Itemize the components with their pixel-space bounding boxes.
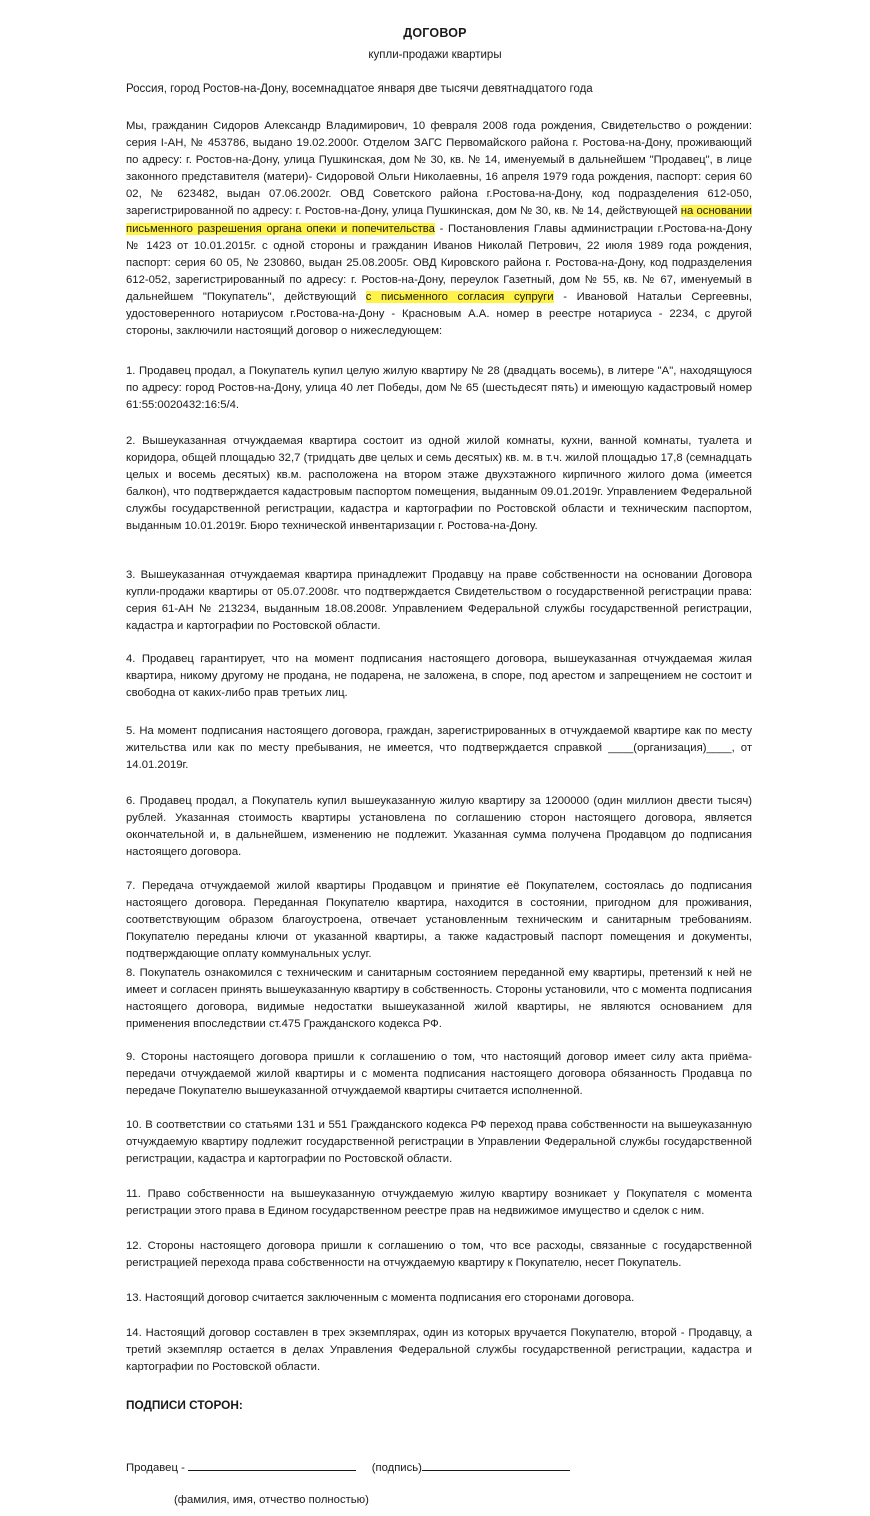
- document-title: ДОГОВОР: [403, 26, 467, 40]
- highlighted-guardianship-permission: на основании письменного разрешения органа опеки и попечительства: [126, 205, 752, 235]
- clause-8: 8. Покупатель ознакомился с техническим и санитарным состоянием переданной ему квартиры, претензий к ней не имеет и согласен принять вышеуказанную квартиру в собственность. Стороны установили, что с момента подписания настоящего договора, видимые недостатки вышеуказанной жилой квартиры, не являются основанием для применения впоследствии ст.475 Гражданского кодекса РФ.: [126, 967, 752, 1031]
- place-and-date: Россия, город Ростов-на-Дону, восемнадцатое января две тысячи девятнадцатого года: [126, 83, 593, 95]
- clause-7: 7. Передача отчуждаемой жилой квартиры Продавцом и принятие её Покупателем, состоялась до подписания настоящего договора. Переданная Покупателю квартира, находится в состоянии, пригодном для проживания, соответствующим образом благоустроена, отвечает установленным техническим и санитарным требованиям. Покупателю переданы ключи от указанной квартиры, а также кадастровый паспорт помещения и документы, подтверждающие оплату коммунальных услуг.: [126, 880, 752, 961]
- clause-4: 4. Продавец гарантирует, что на момент подписания настоящего договора, вышеуказанная отчуждаемая жилая квартира, никому другому не продана, не подарена, не заложена, в споре, под арестом и запрещением не состоит и свободна от каких-либо прав третьих лиц.: [126, 653, 752, 700]
- seller-name-blank[interactable]: [188, 1459, 356, 1471]
- seller-label: Продавец -: [126, 1462, 185, 1474]
- clause-14: 14. Настоящий договор составлен в трех экземплярах, один из которых вручается Покупателю, второй - Продавцу, а третий экземпляр остается в делах Управления Федеральной службы государственной регистрации, кадастра и картографии по Ростовской области.: [126, 1327, 752, 1374]
- seller-signature-blank[interactable]: [422, 1459, 570, 1471]
- clause-9: 9. Стороны настоящего договора пришли к соглашению о том, что настоящий договор имеет силу акта приёма-передачи отчуждаемой жилой квартиры и с момента подписания настоящего договора обязанность Продавца по передаче Покупателю вышеуказанной отчуждаемой квартиры считается исполненной.: [126, 1051, 752, 1098]
- signature-label: (подпись): [371, 1462, 422, 1474]
- clause-1: 1. Продавец продал, а Покупатель купил целую жилую квартиру № 28 (двадцать восемь), в литере "А", находящуюся по адресу: город Ростов-на-Дону, улица 40 лет Победы, дом № 65 (шестьдесят пять) и имеющую кадастровый номер 61:55:0020432:16:5/4.: [126, 365, 752, 412]
- full-name-hint: (фамилия, имя, отчество полностью): [174, 1494, 369, 1506]
- clause-10: 10. В соответствии со статьями 131 и 551 Гражданского кодекса РФ переход права собственности на вышеуказанную отчуждаемую квартиру подлежит государственной регистрации в Управлении Федеральной службы государственной регистрации, кадастра и картографии по Ростовской области.: [126, 1119, 752, 1166]
- clause-12: 12. Стороны настоящего договора пришли к соглашению о том, что все расходы, связанные с государственной регистрацией перехода права собственности на отчуждаемую квартиру к Покупателю, несет Покупатель.: [126, 1240, 752, 1270]
- clause-2: 2. Вышеуказанная отчуждаемая квартира состоит из одной жилой комнаты, кухни, ванной комнаты, туалета и коридора, общей площадью 32,7 (тридцать две целых и семь десятых) кв. м. в т.ч. жилой площадью 17,8 (семнадцать целых и восемь десятых) кв.м. расположена на втором этаже двухэтажного кирпичного жилого дома (имеется балкон), что подтверждается кадастровым паспортом помещения, выданным 09.01.2019г. Управлением Федеральной службы государственной регистрации, кадастра и картографии по Ростовской области и техническим паспортом, выданным 10.01.2019г. Бюро технической инвентаризации г. Ростова-на-Дону.: [126, 435, 752, 533]
- preamble-paragraph: [126, 118, 752, 340]
- document-subtitle: купли-продажи квартиры: [368, 49, 502, 61]
- clause-3: 3. Вышеуказанная отчуждаемая квартира принадлежит Продавцу на праве собственности на основании Договора купли-продажи квартиры от 05.07.2008г. что подтверждается Свидетельством о государственной регистрации права: серия 61-АН № 213234, выданным 18.08.2008г. Управлением Федеральной службы государственной регистрации, кадастра и картографии по Ростовской области.: [126, 569, 752, 633]
- preamble-text-1: Мы, гражданин Сидоров Александр Владимирович, 10 февраля 2008 года рождения, Свидетельство о рождении: серия I-АН, № 453786, выдано 19.02.2000г. Отделом ЗАГС Первомайского района г. Ростова-на-Дону, проживающий по адресу: г. Ростов-на-Дону, улица Пушкинская, дом № 30, кв. № 14, именуемый в дальнейшем "Продавец", в лице законного представителя (матери)- Сидоровой Ольги Николаевны, 16 апреля 1979 года рождения, паспорт: серия 60 02, № 623482, выдан 07.06.2002г. ОВД Советского района г.Ростова-на-Дону, код подразделения 612-050, зарегистрированной по адресу: г. Ростов-на-Дону, улица Пушкинская, дом № 30, кв. № 14, действующей: [126, 120, 752, 218]
- clause-13: 13. Настоящий договор считается заключенным с момента подписания его сторонами договора.: [126, 1292, 635, 1304]
- seller-signature-line: [126, 1459, 570, 1474]
- clause-11: 11. Право собственности на вышеуказанную отчуждаемую жилую квартиру возникает у Покупателя с момента регистрации этого права в Едином государственном реестре прав на недвижимое имущество и сделок с ним.: [126, 1188, 752, 1218]
- clause-6: 6. Продавец продал, а Покупатель купил вышеуказанную жилую квартиру за 1200000 (один миллион двести тысяч) рублей. Указанная стоимость квартиры установлена по соглашению сторон настоящего договора, является окончательной и, в дальнейшем, изменению не подлежит. Указанная сумма получена Продавцом до подписания настоящего договора.: [126, 795, 752, 859]
- highlighted-spouse-consent: с письменного согласия супруги: [365, 290, 554, 303]
- clause-5: 5. На момент подписания настоящего договора, граждан, зарегистрированных в отчуждаемой квартире как по месту жительства или как по месту пребывания, не имеется, что подтверждается справкой ____(организация)____, от 14.01.2019г.: [126, 725, 752, 772]
- preamble-text-2: - Постановления Главы администрации г.Ростова-на-Дону № 1423 от 10.01.2015г. с одной стороны и гражданин Иванов Николай Петрович, 22 июля 1989 года рождения, паспорт: серия 60 05, № 230860, выдан 25.08.2005г. ОВД Кировского района г. Ростова-на-Дону, код подразделения 612-052, зарегистрированный по адресу: г. Ростов-на-Дону, переулок Газетный, дом № 55, кв. № 67, именуемый в дальнейшем "Покупатель", действующий: [126, 222, 752, 303]
- preamble-text-3: - Ивановой Натальи Сергеевны, удостоверенного нотариусом г.Ростова-на-Дону - Красновым А.А. номер в реестре нотариуса - 2234, с другой стороны, заключили настоящий договор о нижеследующем:: [126, 290, 752, 338]
- signatures-heading: ПОДПИСИ СТОРОН:: [126, 1398, 243, 1412]
